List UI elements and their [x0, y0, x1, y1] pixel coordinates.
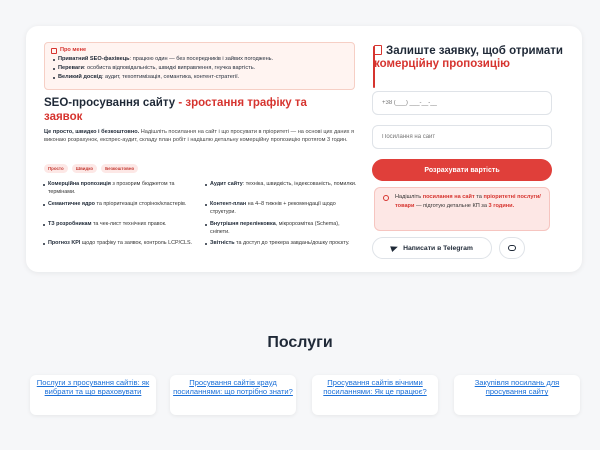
page-title: SEO-просування сайту - зростання трафіку та заявок — [44, 97, 307, 123]
feature-item: ТЗ розробникам та чек-лист технічних правок. — [48, 221, 198, 229]
info-icon — [383, 195, 389, 201]
service-link[interactable]: Послуги з просування сайтів: як вибрати та що враховувати — [30, 375, 156, 415]
feature-item: Аудит сайту: техніка, швидкість, індексованість, помилки. — [210, 181, 360, 189]
service-link[interactable]: Просування сайтів крауд посиланнями: що потрібно знати? — [170, 375, 296, 415]
intro-text: Це просто, швидко і безкоштовно. Надішліть посилання на сайт і що просувати в пріоритеті — на основі цих даних я виконаю розрахунок, експрес-аудит, складу план робіт і надішлю детальну комерційну пропозицію протягом 3 годин. — [44, 129, 354, 144]
feature-item: Внутрішня перелінковка, мікророзмітка (Schema), сніпети. — [210, 221, 360, 237]
tag-badge: Безкоштовно — [101, 164, 138, 173]
info-icon — [51, 48, 57, 54]
about-me-list — [51, 55, 348, 82]
site-url-field[interactable] — [372, 125, 552, 149]
feature-item: Контент-план на 4–8 тижнів + рекомендації щодо структури. — [210, 201, 360, 217]
tag-list — [44, 164, 138, 173]
feature-item: Семантичне ядро та пріоритезація сторінок/кластерів. — [48, 201, 198, 209]
telegram-icon — [390, 244, 399, 252]
tag-badge: Просто — [44, 164, 68, 173]
chat-bubble-icon — [508, 245, 516, 251]
services-heading: Послуги — [267, 334, 333, 351]
form-title: Залиште заявку, щоб отримати комерційну пропозицію — [374, 45, 563, 70]
tag-badge: Швидко — [72, 164, 97, 173]
service-link[interactable]: Закупівля посилань для просування сайту — [454, 375, 580, 415]
notice-box: Надішліть посилання на сайт та пріоритетні послуги/товари — підготую детальне КП за 3 години. — [374, 187, 550, 231]
chat-button[interactable] — [499, 237, 525, 259]
list-item: Приватний SEO-фахівець: працюю один — без посередників і зайвих погоджень. — [58, 55, 348, 64]
feature-item: Звітність та доступ до трекера завдань/дошку проєкту. — [210, 240, 360, 248]
about-me-heading: Про мене — [51, 46, 348, 55]
phone-field[interactable] — [372, 91, 552, 115]
service-link[interactable]: Просування сайтів вічними посиланнями: Як це працює? — [312, 375, 438, 415]
document-icon — [374, 45, 382, 55]
list-item: Великий досвід: аудит, техоптимізація, семантика, контент-стратегії. — [58, 73, 348, 82]
about-me-box — [44, 42, 355, 90]
feature-item: Прогноз KPI щодо трафіку та заявок, контроль LCP/CLS. — [48, 240, 198, 248]
feature-item: Комерційна пропозиція з прозорим бюджетом та термінами. — [48, 181, 198, 197]
seo-offer-card — [26, 26, 582, 272]
calculate-cost-button[interactable]: Розрахувати вартість — [372, 159, 552, 181]
list-item: Переваги: особиста відповідальність, швидкі виправлення, гнучка вартість. — [58, 64, 348, 73]
telegram-button[interactable]: Написати в Telegram — [372, 237, 492, 259]
